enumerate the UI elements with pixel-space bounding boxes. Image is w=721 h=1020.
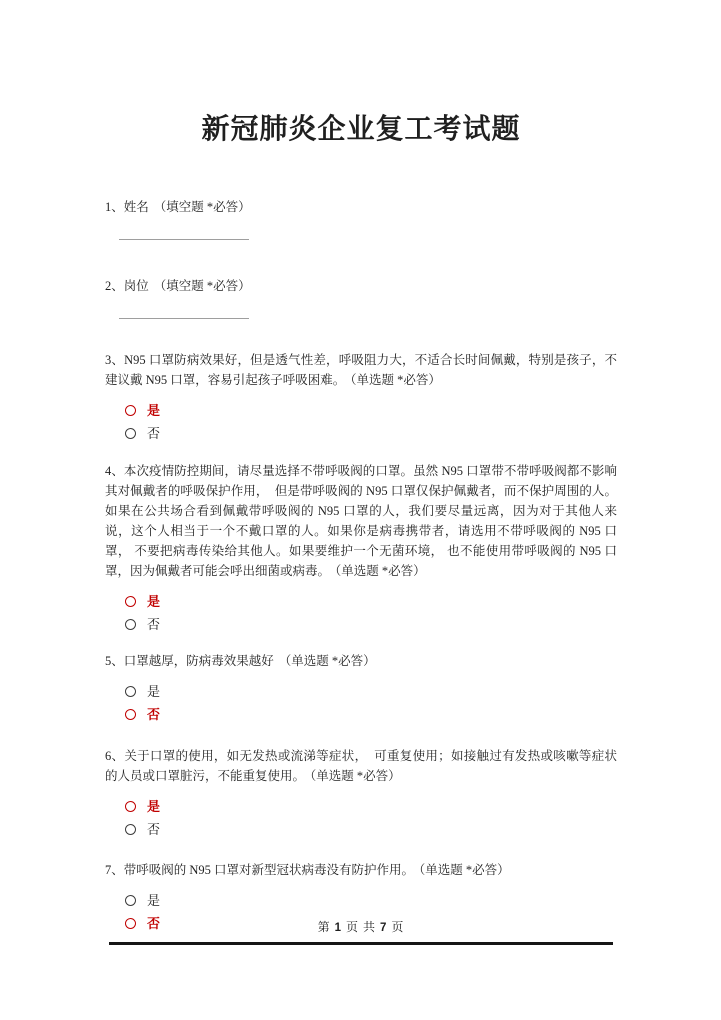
radio-icon[interactable] [125,596,136,607]
question-meta: （单选题 *必答） [278,654,376,668]
radio-option-label: 是 [147,893,161,908]
question-label [105,860,617,880]
radio-option-no[interactable] [105,703,617,726]
question-text: 岗位 [123,279,149,293]
question-meta: （填空题 *必答） [153,279,251,293]
question-label [105,276,617,296]
question-2 [105,276,617,319]
question-text: 口罩越厚，防病毒效果越好 [123,654,274,668]
footer-divider [109,942,613,945]
radio-option-yes[interactable] [105,399,617,422]
name-input-line[interactable] [119,239,249,240]
question-label [105,350,617,390]
question-meta: （填空题 *必答） [153,200,251,214]
radio-option-label: 否 [147,822,161,837]
radio-option-label: 否 [147,617,161,632]
radio-option-label: 是 [147,403,161,418]
current-page-number: 1 [334,922,342,934]
radio-icon[interactable] [125,895,136,906]
question-text: 本次疫情防控期间，请尽量选择不带呼吸阀的口罩。虽然 N95 口罩带不带呼吸阀都不影响其对佩戴者的呼吸保护作用， 但是带呼吸阀的 N95 口罩仅保护佩戴者，而不保护周围的人。如果在公共场合看到佩戴带呼吸阀的 N95 口罩的人，我们要尽量远离，因为对于其他人来说，这个人相当于一个不戴口罩的人。如果你是病毒携带者，请选用不带呼吸阀的 N95 口罩， 不要把病毒传染给其他人。如果要维护一个无菌环境， 也不能使用带呼吸阀的 N95 口罩，因为佩戴者可能会呼出细菌或病毒。 [105,464,617,578]
question-number: 3、 [105,353,125,367]
question-label [105,197,617,217]
question-meta: （单选题 *必答） [310,769,401,783]
radio-option-label: 是 [147,594,161,609]
question-1 [105,197,617,240]
position-input-line[interactable] [119,318,249,319]
footer-prefix: 第 [317,920,331,934]
radio-option-label: 否 [147,707,161,722]
page-title: 新冠肺炎企业复工考试题 [201,114,521,145]
radio-option-yes[interactable] [105,795,617,818]
question-meta: （单选题 *必答） [419,863,510,877]
question-3 [105,350,617,445]
question-text: 姓名 [123,200,149,214]
radio-icon[interactable] [125,428,136,439]
radio-option-label: 是 [147,684,161,699]
radio-icon[interactable] [125,709,136,720]
question-6 [105,746,617,841]
total-pages-number: 7 [380,922,388,934]
question-number: 6、 [105,749,125,763]
question-number: 2、 [105,279,124,293]
question-text: 关于口罩的使用，如无发热或流涕等症状， 可重复使用；如接触过有发热或咳嗽等症状的人员或口罩脏污，不能重复使用。 [105,749,617,783]
options-group [105,795,617,841]
radio-option-no[interactable] [105,613,617,636]
page-indicator [105,919,617,936]
radio-option-no[interactable] [105,818,617,841]
document-page [105,0,617,935]
radio-option-label: 是 [147,799,161,814]
question-number: 5、 [105,654,124,668]
page-footer [105,919,617,945]
radio-option-no[interactable] [105,422,617,445]
question-4 [105,461,617,636]
question-label [105,461,617,581]
question-meta: （单选题 *必答） [335,564,426,578]
radio-option-yes[interactable] [105,590,617,613]
radio-icon[interactable] [125,824,136,835]
question-meta: （单选题 *必答） [350,373,441,387]
radio-option-yes[interactable] [105,680,617,703]
radio-icon[interactable] [125,801,136,812]
radio-icon[interactable] [125,619,136,630]
question-label [105,746,617,786]
footer-middle: 页 共 [345,920,376,934]
radio-option-label: 否 [147,426,161,441]
question-text: 带呼吸阀的 N95 口罩对新型冠状病毒没有防护作用。 [123,863,415,877]
radio-icon[interactable] [125,405,136,416]
footer-suffix: 页 [391,920,405,934]
radio-option-yes[interactable] [105,889,617,912]
question-number: 4、 [105,464,124,478]
radio-option-label: 否 [147,916,161,931]
question-number: 1、 [105,200,124,214]
question-label [105,651,617,671]
options-group [105,399,617,445]
question-text: N95 口罩防病效果好，但是透气性差，呼吸阻力大，不适合长时间佩戴，特别是孩子，不建议戴 N95 口罩，容易引起孩子呼吸困难。 [105,353,617,387]
options-group [105,590,617,636]
radio-icon[interactable] [125,686,136,697]
question-5 [105,651,617,726]
question-number: 7、 [105,863,124,877]
options-group [105,680,617,726]
